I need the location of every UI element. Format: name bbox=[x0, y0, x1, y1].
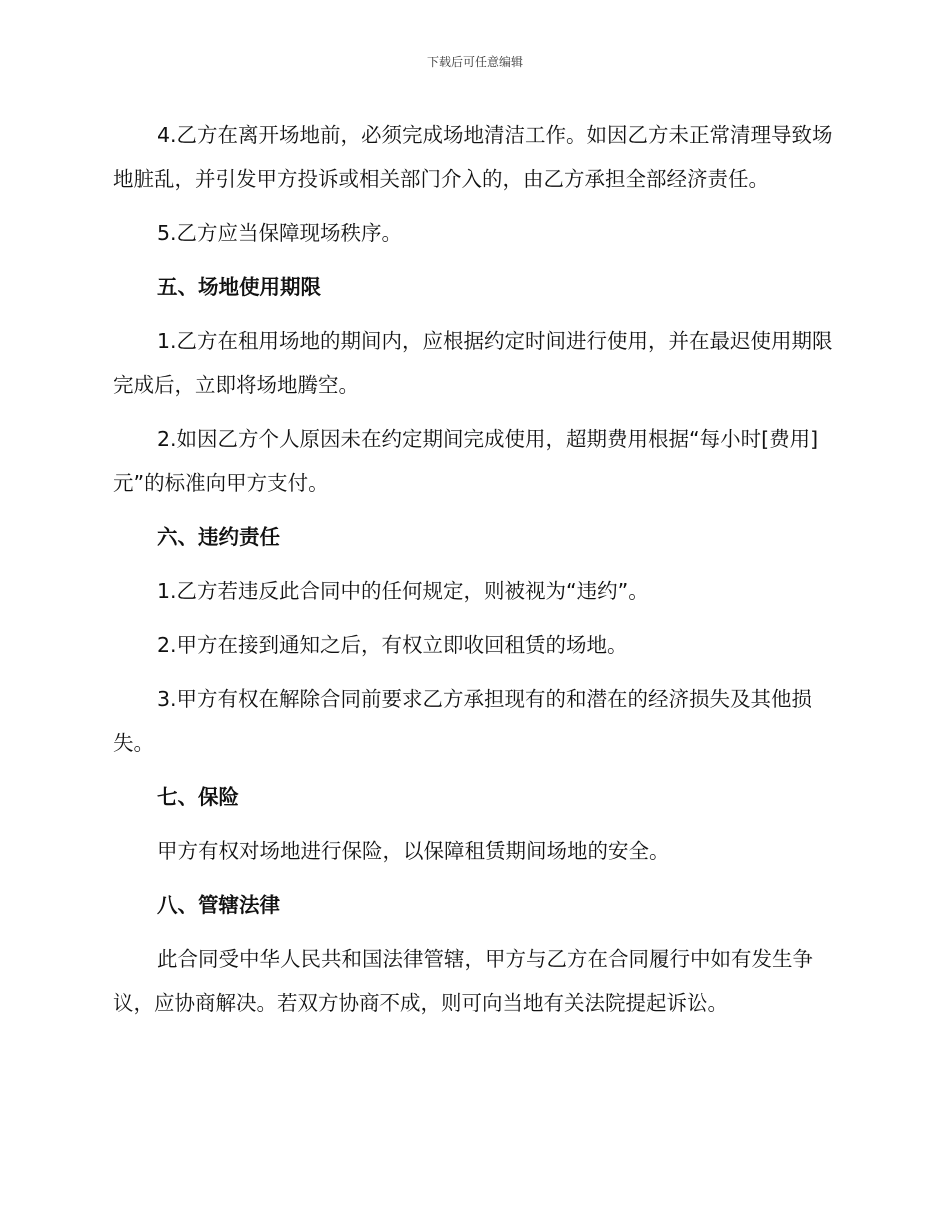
page-header: 下载后可任意编辑 bbox=[426, 55, 523, 69]
insurance-clause: 甲方有权对场地进行保险，以保障租赁期间场地的安全。 bbox=[157, 839, 670, 863]
term-clause-2: 2.如因乙方个人原因未在约定期间完成使用，超期费用根据“每小时[费用]元”的标准向甲方支付。 bbox=[113, 427, 819, 495]
section-heading-breach: 六、违约责任 bbox=[157, 525, 280, 549]
law-clause: 此合同受中华人民共和国法律管辖，甲方与乙方在合同履行中如有发生争议，应协商解决。若双方协商不成，则可向当地有关法院提起诉讼。 bbox=[113, 947, 813, 1015]
breach-clause-2: 2.甲方在接到通知之后，有权立即收回租赁的场地。 bbox=[157, 633, 628, 657]
breach-clause-1: 1.乙方若违反此合同中的任何规定，则被视为“违约”。 bbox=[157, 579, 649, 603]
section-heading-term: 五、场地使用期限 bbox=[157, 275, 321, 299]
breach-clause-3: 3.甲方有权在解除合同前要求乙方承担现有的和潜在的经济损失及其他损失。 bbox=[113, 687, 813, 755]
clause-4-cleaning: 4.乙方在离开场地前，必须完成场地清洁工作。如因乙方未正常清理导致场地脏乱，并引发甲方投诉或相关部门介入的，由乙方承担全部经济责任。 bbox=[113, 123, 833, 191]
clause-5-order: 5.乙方应当保障现场秩序。 bbox=[157, 221, 403, 245]
section-heading-law: 八、管辖法律 bbox=[157, 893, 280, 917]
term-clause-1: 1.乙方在租用场地的期间内，应根据约定时间进行使用，并在最迟使用期限完成后，立即将场地腾空。 bbox=[113, 329, 833, 397]
document-body bbox=[113, 113, 833, 1035]
section-heading-insurance: 七、保险 bbox=[157, 785, 239, 809]
